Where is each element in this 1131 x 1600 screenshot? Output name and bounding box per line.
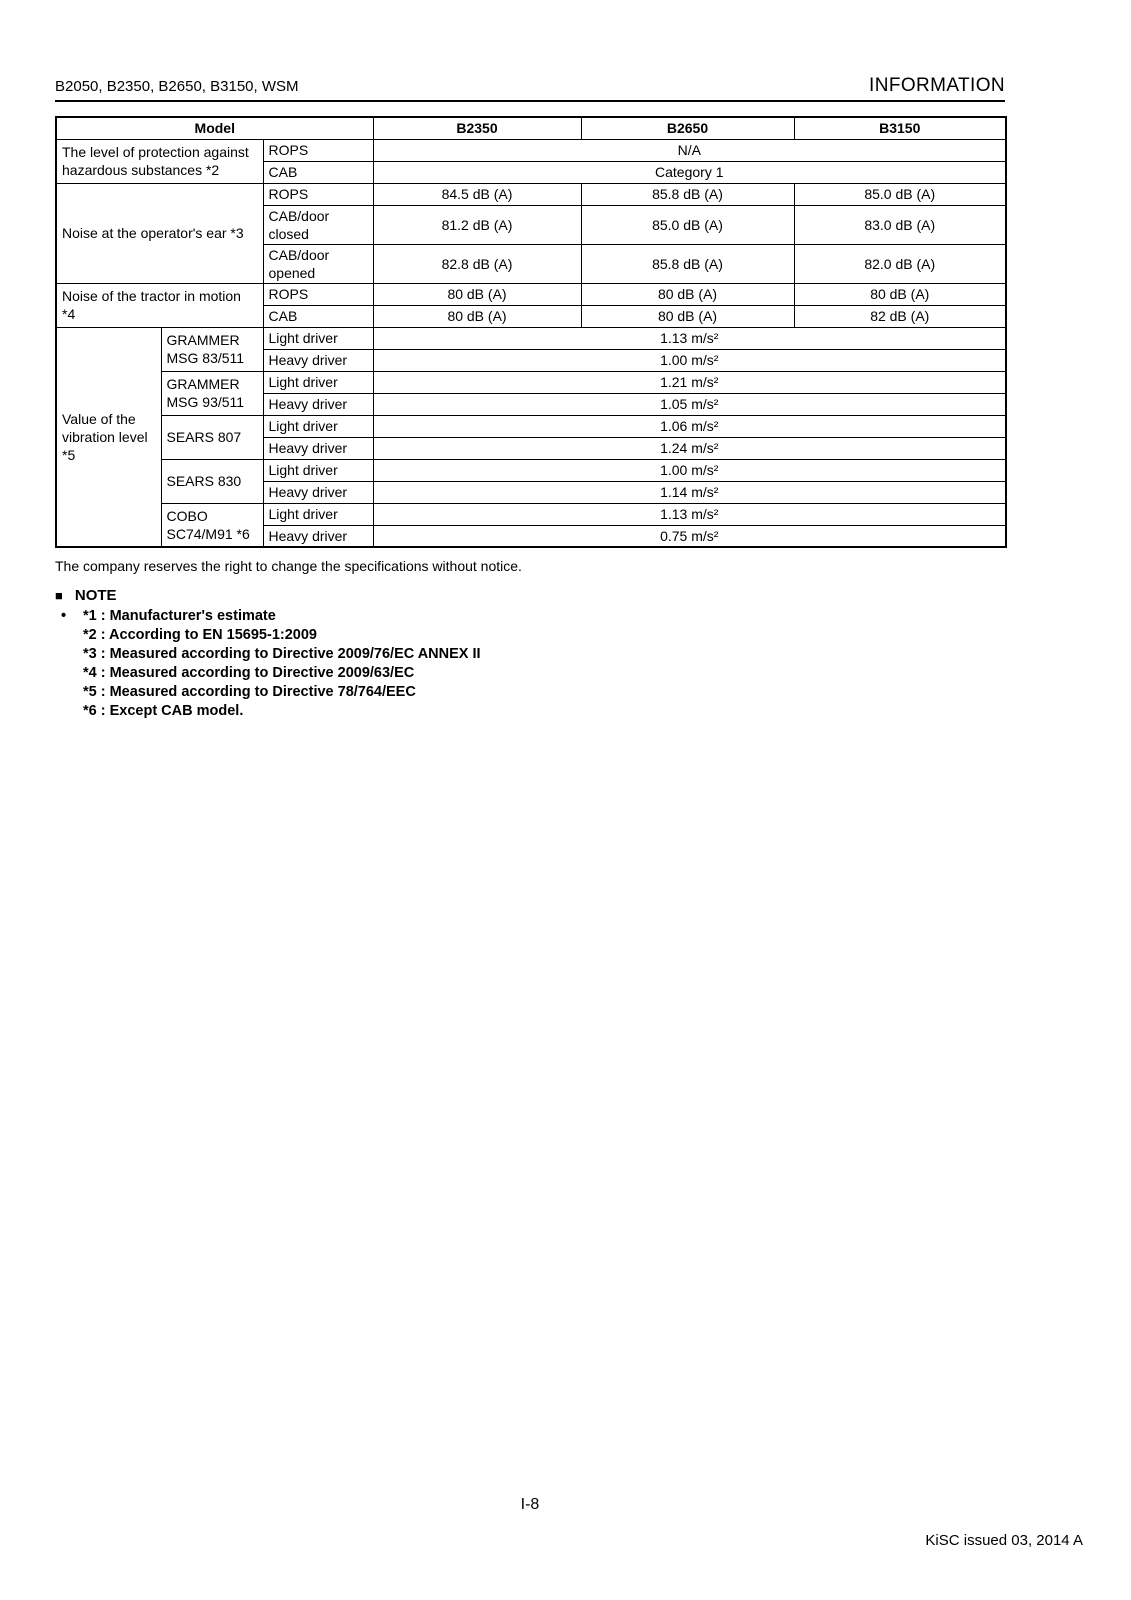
value-cell: 85.0 dB (A) [581,205,794,244]
value-cell: N/A [373,139,1006,161]
table-row [56,503,1006,525]
table-row [56,415,1006,437]
noise-motion-label-cell: Noise of the tractor in motion *4 [56,283,263,327]
value-cell: 81.2 dB (A) [373,205,581,244]
value-cell: 1.05 m/s² [373,393,1006,415]
note-item [55,645,1005,664]
value-cell: 1.06 m/s² [373,415,1006,437]
table-row [56,139,1006,161]
driver-type-cell: Light driver [263,327,373,349]
driver-type-cell: Heavy driver [263,393,373,415]
note-item-text: *4 : Measured according to Directive 2009/63/EC [83,665,415,681]
note-title: NOTE [74,587,117,604]
sub-label-cell: ROPS [263,139,373,161]
seat-name-cell: GRAMMER MSG 93/511 [161,371,263,415]
value-cell: 1.13 m/s² [373,503,1006,525]
value-cell: 1.24 m/s² [373,437,1006,459]
value-cell: 82.0 dB (A) [794,244,1006,283]
sub-label-cell: CAB/door closed [263,205,373,244]
seat-name-cell: SEARS 830 [161,459,263,503]
model-header-cell: Model [56,117,373,139]
value-cell: 85.0 dB (A) [794,183,1006,205]
disclaimer-text: The company reserves the right to change the specifications without notice. [55,558,522,574]
section-title: INFORMATION [869,75,1005,96]
driver-type-cell: Light driver [263,503,373,525]
sub-label-cell: CAB/door opened [263,244,373,283]
model-column-b2650: B2650 [581,117,794,139]
note-title-row [55,587,1005,604]
value-cell: 82 dB (A) [794,305,1006,327]
seat-name-cell: COBO SC74/M91 *6 [161,503,263,547]
note-square-icon: ■ [55,588,63,603]
note-item-text: *2 : According to EN 15695-1:2009 [83,627,317,643]
value-cell: 0.75 m/s² [373,525,1006,547]
page-header [55,76,1005,102]
value-cell: 1.00 m/s² [373,349,1006,371]
page-number: I-8 [520,1496,540,1513]
note-item-text: *1 : Manufacturer's estimate [83,608,276,624]
value-cell: 80 dB (A) [581,283,794,305]
value-cell: 80 dB (A) [581,305,794,327]
driver-type-cell: Heavy driver [263,481,373,503]
note-item-text: *6 : Except CAB model. [83,703,244,719]
value-cell: 83.0 dB (A) [794,205,1006,244]
vibration-label-cell: Value of the vibration level *5 [56,327,161,547]
driver-type-cell: Light driver [263,371,373,393]
value-cell: 1.14 m/s² [373,481,1006,503]
driver-type-cell: Light driver [263,459,373,481]
table-header-row [56,117,1006,139]
value-cell: 1.21 m/s² [373,371,1006,393]
model-column-b3150: B3150 [794,117,1006,139]
note-items [55,607,1005,721]
value-cell: 85.8 dB (A) [581,244,794,283]
noise-ear-label-cell: Noise at the operator's ear *3 [56,183,263,283]
sub-label-cell: CAB [263,305,373,327]
specifications-table [55,116,1007,548]
note-item [55,664,1005,683]
table-row [56,371,1006,393]
value-cell: Category 1 [373,161,1006,183]
note-item [55,607,1005,626]
value-cell: 84.5 dB (A) [373,183,581,205]
bullet-icon: • [61,608,67,624]
note-item [55,683,1005,702]
note-item-text: *3 : Measured according to Directive 2009/76/EC ANNEX II [83,646,481,662]
value-cell: 85.8 dB (A) [581,183,794,205]
driver-type-cell: Light driver [263,415,373,437]
seat-name-cell: SEARS 807 [161,415,263,459]
note-item [55,626,1005,645]
driver-type-cell: Heavy driver [263,525,373,547]
issue-note: KiSC issued 03, 2014 A [925,1532,1083,1549]
seat-name-cell: GRAMMER MSG 83/511 [161,327,263,371]
sub-label-cell: ROPS [263,283,373,305]
model-column-b2350: B2350 [373,117,581,139]
table-row [56,183,1006,205]
model-list-header: B2050, B2350, B2650, B3150, WSM [55,78,299,95]
value-cell: 82.8 dB (A) [373,244,581,283]
note-section [55,587,1005,721]
value-cell: 80 dB (A) [373,305,581,327]
note-item [55,702,1005,721]
driver-type-cell: Heavy driver [263,437,373,459]
note-item-text: *5 : Measured according to Directive 78/764/EEC [83,684,416,700]
page-content [55,76,1005,721]
protection-label-cell: The level of protection against hazardous substances *2 [56,139,263,183]
sub-label-cell: CAB [263,161,373,183]
value-cell: 1.00 m/s² [373,459,1006,481]
sub-label-cell: ROPS [263,183,373,205]
value-cell: 1.13 m/s² [373,327,1006,349]
table-row [56,283,1006,305]
driver-type-cell: Heavy driver [263,349,373,371]
table-row [56,327,1006,349]
table-row [56,459,1006,481]
value-cell: 80 dB (A) [373,283,581,305]
value-cell: 80 dB (A) [794,283,1006,305]
